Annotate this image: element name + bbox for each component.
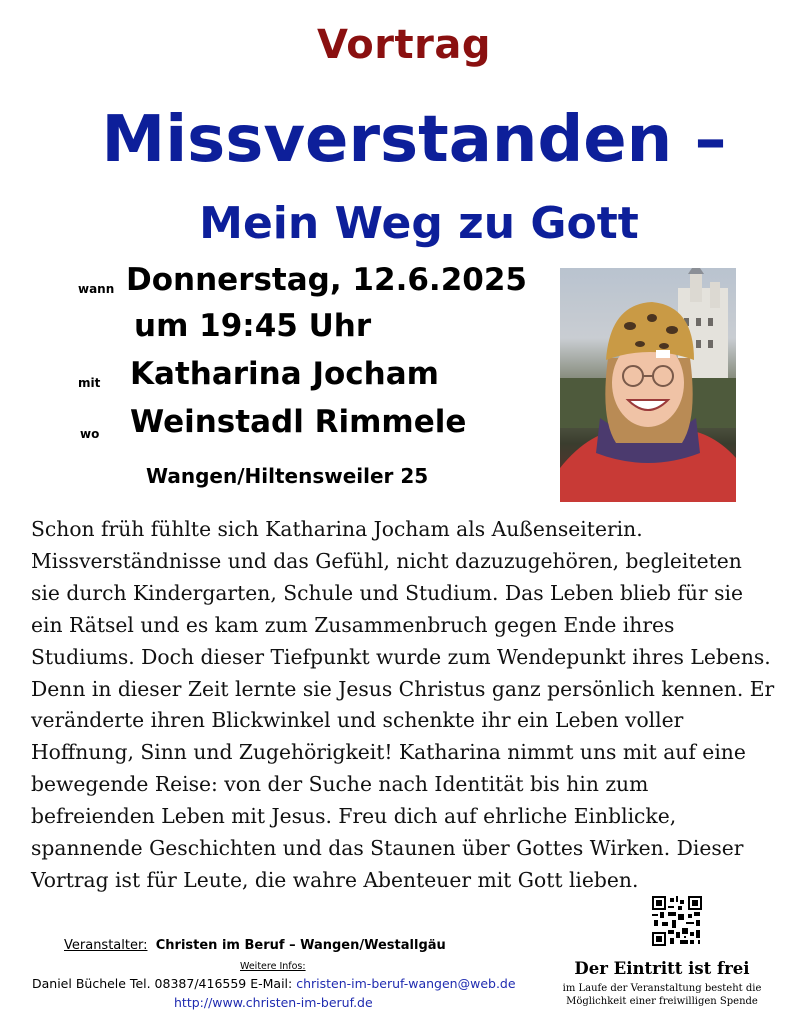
organizer-label: Veranstalter:	[64, 938, 148, 953]
more-info-label: Weitere Infos:	[240, 961, 306, 972]
where-label: wo	[80, 427, 100, 441]
event-time: um 19:45 Uhr	[134, 308, 372, 344]
event-date: Donnerstag, 12.6.2025	[126, 262, 527, 298]
contact-phone: Daniel Büchele Tel. 08387/416559 E-Mail:	[32, 976, 297, 991]
venue-address: Wangen/Hiltensweiler 25	[146, 464, 429, 488]
event-subtitle: Mein Weg zu Gott	[199, 198, 639, 249]
venue-name: Weinstadl Rimmele	[130, 404, 467, 440]
website-link[interactable]: http://www.christen-im-beruf.de	[174, 995, 373, 1010]
when-label: wann	[78, 282, 115, 296]
with-label: mit	[78, 376, 101, 390]
free-admission-heading: Der Eintritt ist frei	[574, 959, 750, 978]
qr-code-icon	[652, 896, 702, 946]
event-title: Missverstanden –	[101, 103, 727, 177]
contact-line	[32, 976, 516, 991]
donation-note: im Laufe der Veranstaltung besteht die Möglichkeit einer freiwilligen Spende	[562, 983, 762, 1007]
organizer-line	[64, 938, 446, 953]
speaker-name: Katharina Jocham	[130, 356, 439, 392]
speaker-photo	[560, 268, 736, 502]
organizer-name: Christen im Beruf – Wangen/Westallgäu	[155, 938, 446, 953]
event-description: Schon früh fühlte sich Katharina Jocham als Außenseiterin. Missverständnisse und das Gefühl, nicht dazuzugehören, begleiteten sie durch Kindergarten, Schule und Studium. Das Leben blieb für sie ein Rätsel und es kam zum Zusammenbruch gegen Ende ihres Studiums. Doch dieser Tiefpunkt wurde zum Wendepunkt ihres Lebens. Denn in dieser Zeit lernte sie Jesus Christus ganz persönlich kennen. Er veränderte ihren Blickwinkel und schenkte ihr ein Leben voller Hoffnung, Sinn und Zugehörigkeit! Katharina nimmt uns mit auf eine bewegende Reise: von der Suche nach Identität bis hin zum befreienden Leben mit Jesus. Freu dich auf ehrliche Einblicke, spannende Geschichten und das Staunen über Gottes Wirken. Dieser Vortrag ist für Leute, die wahre Abenteuer mit Gott lieben.	[31, 517, 775, 892]
contact-email-link[interactable]: christen-im-beruf-wangen@web.de	[296, 976, 516, 991]
event-type-heading: Vortrag	[317, 22, 491, 68]
